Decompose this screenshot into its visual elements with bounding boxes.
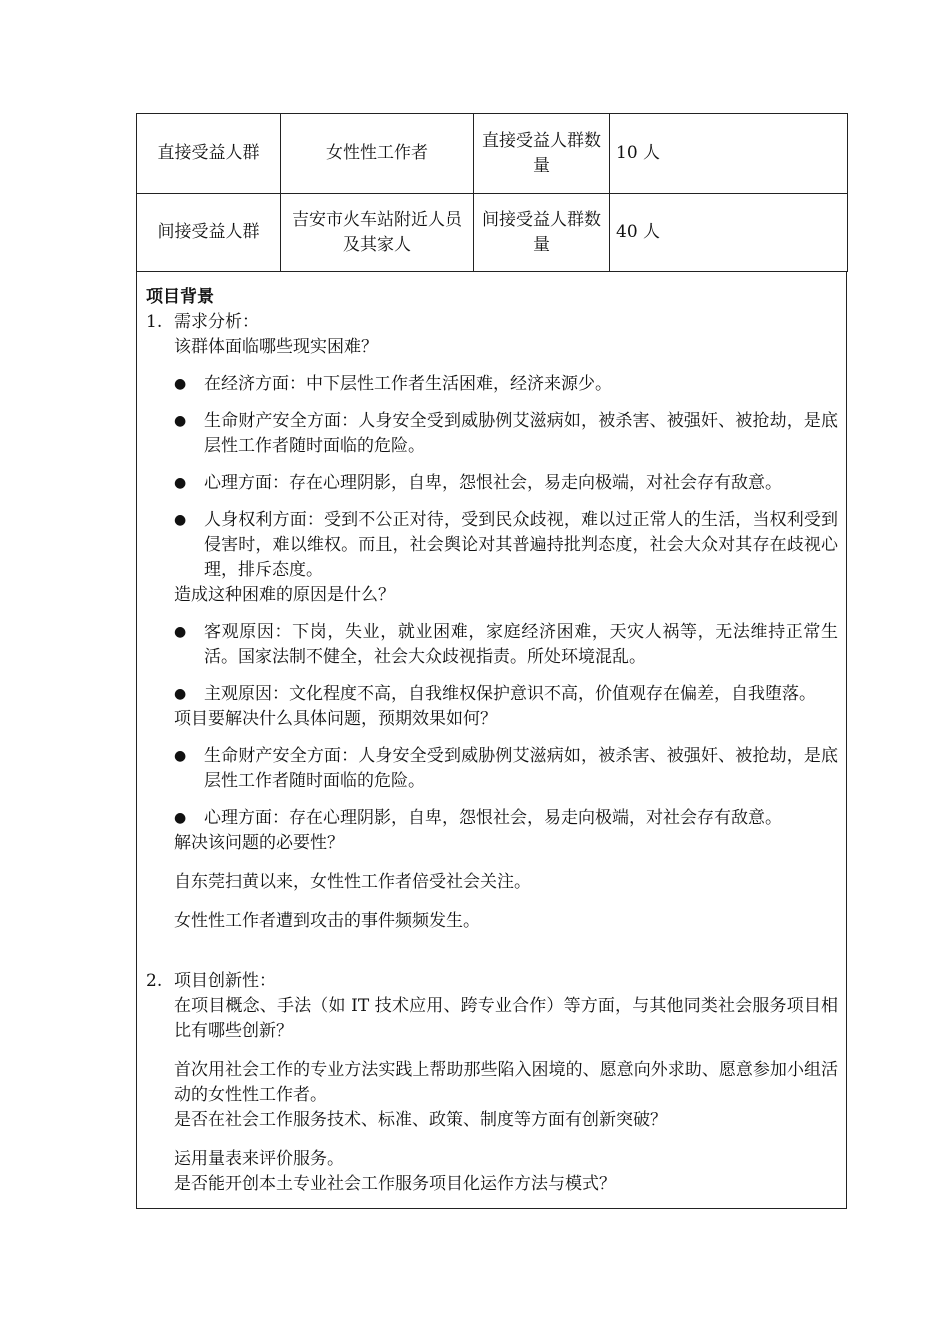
indirect-beneficiary-value: 吉安市火车站附近人员及其家人 (281, 194, 474, 272)
list-item: ● 生命财产安全方面：人身安全受到威胁例艾滋病如，被杀害、被强奸、被抢劫，是底层性工作者随时面临的危险。 (146, 409, 838, 459)
list-item: ● 生命财产安全方面：人身安全受到威胁例艾滋病如，被杀害、被强奸、被抢劫，是底层性工作者随时面临的危险。 (146, 744, 838, 794)
document-page (136, 113, 847, 1209)
item-title: 项目创新性： (174, 971, 276, 991)
indirect-beneficiary-label: 间接受益人群 (137, 194, 281, 272)
direct-beneficiary-count-value: 10 人 (610, 114, 848, 194)
section-heading: 项目背景 (146, 287, 214, 307)
paragraph: 自东莞扫黄以来，女性性工作者倍受社会关注。 (174, 872, 531, 892)
paragraph: 女性性工作者遭到攻击的事件频频发生。 (174, 911, 480, 931)
item-number: 1. (146, 312, 163, 332)
bullet-icon: ● (174, 376, 187, 392)
question-text: 项目要解决什么具体问题，预期效果如何？ (174, 709, 497, 729)
table-row (137, 194, 848, 272)
question-text: 解决该问题的必要性？ (174, 833, 344, 853)
bullet-icon: ● (174, 748, 187, 764)
indirect-beneficiary-count-value: 40 人 (610, 194, 848, 272)
question-text: 该群体面临哪些现实困难？ (174, 337, 378, 357)
indirect-beneficiary-count-label: 间接受益人群数量 (474, 194, 610, 272)
bullet-icon: ● (174, 475, 187, 491)
list-item: ● 客观原因：下岗，失业，就业困难，家庭经济困难，天灾人祸等，无法维持正常生活。国家法制不健全，社会大众歧视指责。所处环境混乱。 (146, 620, 838, 670)
question-text: 是否能开创本土专业社会工作服务项目化运作方法与模式？ (174, 1174, 616, 1194)
item-number: 2. (146, 971, 163, 991)
project-background-section (136, 272, 847, 1209)
bullet-icon: ● (174, 686, 187, 702)
numbered-item-1 (146, 310, 838, 335)
beneficiary-table (136, 113, 848, 272)
numbered-item-2 (146, 969, 838, 994)
list-item: ● 心理方面：存在心理阴影，自卑，怨恨社会，易走向极端，对社会存有敌意。 (146, 806, 838, 831)
paragraph: 运用量表来评价服务。 (174, 1149, 344, 1169)
direct-beneficiary-label: 直接受益人群 (137, 114, 281, 194)
bullet-list (146, 744, 838, 831)
question-text: 造成这种困难的原因是什么？ (174, 585, 395, 605)
paragraph: 首次用社会工作的专业方法实践上帮助那些陷入困境的、愿意向外求助、愿意参加小组活动的女性性工作者。 (174, 1060, 838, 1105)
bullet-icon: ● (174, 512, 187, 528)
question-text: 是否在社会工作服务技术、标准、政策、制度等方面有创新突破？ (174, 1110, 667, 1130)
bullet-icon: ● (174, 624, 187, 640)
bullet-list (146, 620, 838, 707)
list-item: ● 主观原因：文化程度不高，自我维权保护意识不高，价值观存在偏差，自我堕落。 (146, 682, 838, 707)
list-item: ● 心理方面：存在心理阴影，自卑，怨恨社会，易走向极端，对社会存有敌意。 (146, 471, 838, 496)
bullet-icon: ● (174, 413, 187, 429)
direct-beneficiary-value: 女性性工作者 (281, 114, 474, 194)
bullet-icon: ● (174, 810, 187, 826)
list-item: ● 人身权利方面：受到不公正对待，受到民众歧视，难以过正常人的生活，当权利受到侵害时，难以维权。而且，社会舆论对其普遍持批判态度，社会大众对其存在歧视心理，排斥态度。 (146, 508, 838, 583)
question-text: 在项目概念、手法（如 IT 技术应用、跨专业合作）等方面，与其他同类社会服务项目相比有哪些创新？ (174, 996, 838, 1041)
bullet-list (146, 372, 838, 583)
direct-beneficiary-count-label: 直接受益人群数量 (474, 114, 610, 194)
list-item: ● 在经济方面：中下层性工作者生活困难，经济来源少。 (146, 372, 838, 397)
table-row (137, 114, 848, 194)
item-title: 需求分析： (174, 312, 259, 332)
